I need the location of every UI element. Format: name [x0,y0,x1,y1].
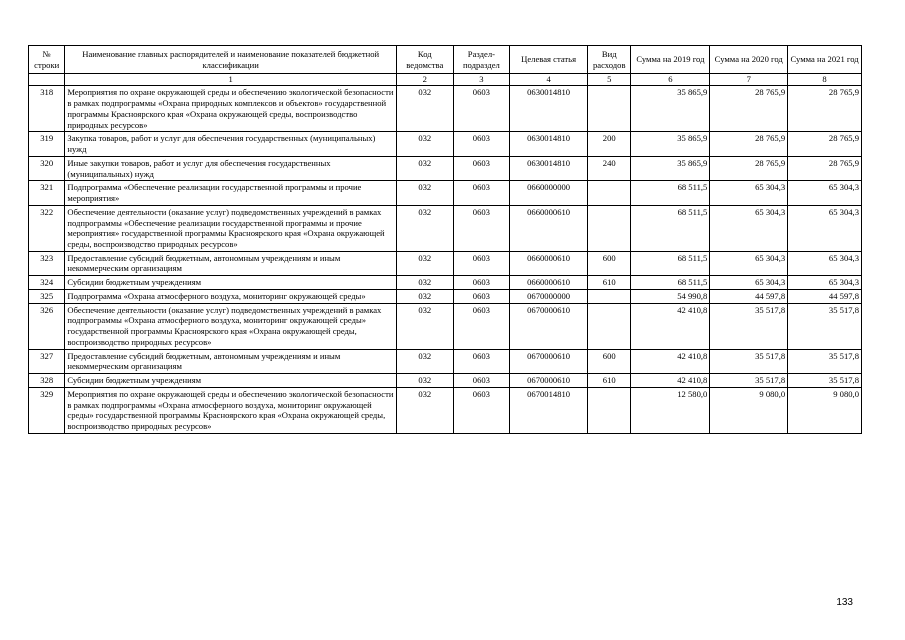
header-name: Наименование главных распорядителей и наименование показателей бюджетной классификации [65,46,397,74]
header-dept-code: Код ведомства [396,46,453,74]
row-name: Субсидии бюджетным учреждениям [65,276,397,290]
row-number: 322 [29,205,65,251]
row-expense-type [588,205,631,251]
row-name: Предоставление субсидий бюджетным, автономным учреждениям и иным некоммерческим организациям [65,251,397,275]
row-target-article: 0670000610 [510,303,588,349]
row-dept-code: 032 [396,387,453,433]
row-target-article: 0630014810 [510,132,588,156]
column-number: 1 [65,74,397,86]
table-row [29,251,862,275]
row-sum-2021: 9 080,0 [788,387,862,433]
table-row [29,387,862,433]
column-number: 4 [510,74,588,86]
row-sum-2019: 42 410,8 [631,349,710,373]
header-section: Раздел-подраздел [453,46,510,74]
row-sum-2019: 68 511,5 [631,181,710,205]
row-expense-type: 610 [588,374,631,388]
row-target-article: 0630014810 [510,156,588,180]
row-sum-2021: 28 765,9 [788,86,862,132]
row-number: 321 [29,181,65,205]
table-row [29,156,862,180]
row-target-article: 0660000610 [510,205,588,251]
table-row [29,205,862,251]
row-expense-type: 600 [588,349,631,373]
row-number: 328 [29,374,65,388]
row-number: 323 [29,251,65,275]
row-expense-type: 610 [588,276,631,290]
row-name: Субсидии бюджетным учреждениям [65,374,397,388]
row-sum-2021: 28 765,9 [788,132,862,156]
row-dept-code: 032 [396,156,453,180]
row-sum-2021: 65 304,3 [788,251,862,275]
row-name: Закупка товаров, работ и услуг для обеспечения государственных (муниципальных) нужд [65,132,397,156]
row-sum-2020: 28 765,9 [710,132,788,156]
row-sum-2019: 35 865,9 [631,156,710,180]
row-sum-2021: 44 597,8 [788,289,862,303]
row-section: 0603 [453,276,510,290]
row-sum-2019: 68 511,5 [631,251,710,275]
row-expense-type [588,387,631,433]
row-expense-type [588,289,631,303]
row-sum-2020: 28 765,9 [710,86,788,132]
row-section: 0603 [453,303,510,349]
row-sum-2021: 35 517,8 [788,349,862,373]
table-row [29,276,862,290]
table-row [29,349,862,373]
table-row [29,132,862,156]
row-sum-2021: 35 517,8 [788,303,862,349]
column-number: 6 [631,74,710,86]
row-sum-2021: 35 517,8 [788,374,862,388]
row-sum-2020: 35 517,8 [710,374,788,388]
table-row [29,181,862,205]
row-sum-2021: 65 304,3 [788,205,862,251]
table-header-row [29,46,862,74]
row-number: 319 [29,132,65,156]
table-row [29,303,862,349]
row-dept-code: 032 [396,132,453,156]
row-sum-2020: 65 304,3 [710,251,788,275]
column-number: 3 [453,74,510,86]
row-number: 318 [29,86,65,132]
row-name: Мероприятия по охране окружающей среды и обеспечению экологической безопасности в рамках подпрограммы «Охрана природных комплексов и объектов» государственной программы Красноярского края «Охрана окружающей среды, воспроизводство природных ресурсов» [65,86,397,132]
row-name: Мероприятия по охране окружающей среды и обеспечению экологической безопасности в рамках подпрограммы «Охрана атмосферного воздуха, мониторинг окружающей среды» государственной программы Красноярского края «Охрана окружающей среды, воспроизводство природных ресурсов» [65,387,397,433]
row-expense-type: 240 [588,156,631,180]
row-dept-code: 032 [396,205,453,251]
header-row-no: № строки [29,46,65,74]
row-number: 325 [29,289,65,303]
row-expense-type [588,181,631,205]
table-body [29,86,862,433]
header-sum-2021: Сумма на 2021 год [788,46,862,74]
row-expense-type: 600 [588,251,631,275]
row-dept-code: 032 [396,374,453,388]
row-target-article: 0670014810 [510,387,588,433]
row-section: 0603 [453,132,510,156]
row-dept-code: 032 [396,251,453,275]
column-number: 5 [588,74,631,86]
row-sum-2019: 54 990,8 [631,289,710,303]
row-number: 329 [29,387,65,433]
row-sum-2019: 12 580,0 [631,387,710,433]
row-number: 320 [29,156,65,180]
header-expense-type: Вид расходов [588,46,631,74]
table-row [29,289,862,303]
table-row [29,86,862,132]
row-expense-type: 200 [588,132,631,156]
row-name: Предоставление субсидий бюджетным, автономным учреждениям и иным некоммерческим организациям [65,349,397,373]
row-number: 327 [29,349,65,373]
row-section: 0603 [453,181,510,205]
row-target-article: 0660000610 [510,276,588,290]
row-section: 0603 [453,156,510,180]
budget-table-container [28,45,862,434]
row-dept-code: 032 [396,349,453,373]
row-sum-2020: 65 304,3 [710,205,788,251]
table-row [29,374,862,388]
column-number-row [29,74,862,86]
row-dept-code: 032 [396,181,453,205]
row-dept-code: 032 [396,303,453,349]
row-sum-2019: 35 865,9 [631,132,710,156]
row-section: 0603 [453,86,510,132]
row-target-article: 0670000610 [510,374,588,388]
column-number: 7 [710,74,788,86]
row-section: 0603 [453,387,510,433]
column-number: 8 [788,74,862,86]
budget-table [28,45,862,434]
row-number: 326 [29,303,65,349]
header-target-article: Целевая статья [510,46,588,74]
row-expense-type [588,86,631,132]
column-number: 2 [396,74,453,86]
row-target-article: 0660000000 [510,181,588,205]
row-dept-code: 032 [396,289,453,303]
row-name: Иные закупки товаров, работ и услуг для обеспечения государственных (муниципальных) нужд [65,156,397,180]
row-name: Обеспечение деятельности (оказание услуг) подведомственных учреждений в рамках подпрограммы «Обеспечение реализации государственной программы и прочие мероприятия» государственной программы Красноярского края «Охрана окружающей среды, воспроизводство природных ресурсов» [65,205,397,251]
row-sum-2020: 65 304,3 [710,276,788,290]
row-sum-2020: 9 080,0 [710,387,788,433]
row-sum-2020: 44 597,8 [710,289,788,303]
row-section: 0603 [453,349,510,373]
row-section: 0603 [453,205,510,251]
header-sum-2019: Сумма на 2019 год [631,46,710,74]
row-name: Подпрограмма «Обеспечение реализации государственной программы и прочие мероприятия» [65,181,397,205]
row-name: Подпрограмма «Охрана атмосферного воздуха, мониторинг окружающей среды» [65,289,397,303]
column-number [29,74,65,86]
row-sum-2019: 35 865,9 [631,86,710,132]
row-sum-2020: 65 304,3 [710,181,788,205]
row-target-article: 0670000610 [510,349,588,373]
row-dept-code: 032 [396,276,453,290]
row-target-article: 0670000000 [510,289,588,303]
row-number: 324 [29,276,65,290]
row-expense-type [588,303,631,349]
row-sum-2019: 42 410,8 [631,374,710,388]
row-sum-2020: 35 517,8 [710,303,788,349]
row-section: 0603 [453,251,510,275]
row-sum-2019: 68 511,5 [631,205,710,251]
row-sum-2021: 65 304,3 [788,181,862,205]
row-sum-2021: 28 765,9 [788,156,862,180]
header-sum-2020: Сумма на 2020 год [710,46,788,74]
row-sum-2020: 28 765,9 [710,156,788,180]
row-name: Обеспечение деятельности (оказание услуг) подведомственных учреждений в рамках подпрограммы «Охрана атмосферного воздуха, мониторинг окружающей среды» государственной программы Красноярского края «Охрана окружающей среды, воспроизводство природных ресурсов» [65,303,397,349]
row-section: 0603 [453,374,510,388]
page-number: 133 [836,597,853,608]
row-sum-2020: 35 517,8 [710,349,788,373]
row-sum-2019: 68 511,5 [631,276,710,290]
row-section: 0603 [453,289,510,303]
row-target-article: 0630014810 [510,86,588,132]
row-dept-code: 032 [396,86,453,132]
row-sum-2021: 65 304,3 [788,276,862,290]
row-target-article: 0660000610 [510,251,588,275]
row-sum-2019: 42 410,8 [631,303,710,349]
